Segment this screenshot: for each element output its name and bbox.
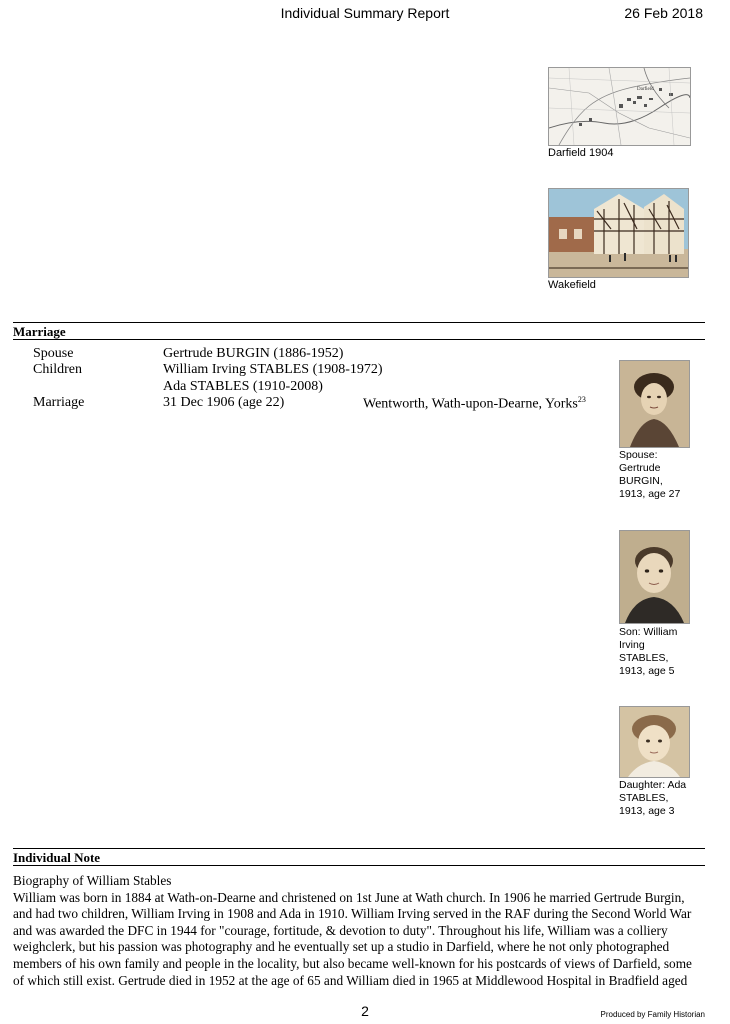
caption-line: Irving [619,639,645,651]
child-item: Ada STABLES (1910-2008) [163,379,323,394]
caption-line: STABLES, [619,792,669,804]
page-number: 2 [361,1003,369,1019]
wakefield-street-image [548,188,689,278]
section-divider-bottom [13,339,705,340]
marriage-date: 31 Dec 1906 (age 22) [163,395,285,410]
marriage-heading: Marriage [13,324,66,339]
caption-line: STABLES, [619,652,669,664]
report-date: 26 Feb 2018 [624,5,703,21]
portrait-photo-icon [620,361,689,447]
marriage-label: Marriage [33,395,85,410]
child-item: William Irving STABLES (1908-1972) [163,362,383,377]
portrait-photo-icon [620,707,689,777]
caption-line: Daughter: Ada [619,779,687,791]
caption-line: 1913, age 27 [619,488,681,500]
note-line: and was awarded the DFC in 1944 for "courage, fortitude, & devotion to duty". Throughout his life, William was a colliery [13,922,668,938]
media-caption-darfield: Darfield 1904 [548,147,614,159]
caption-line: BURGIN, [619,475,663,487]
note-line: of which still exist. Gertrude died in 1952 at the age of 65 and William died in 1965 at Middlewood Hospital in Bradfield aged [13,972,688,988]
spouse-photo-caption [619,449,680,501]
street-photo-image-icon [549,189,688,277]
note-line: William was born in 1884 at Wath-on-Dearne and christened on 1st June at Wath church. In 1906 he married Gertrude Burgin, [13,889,685,905]
caption-line: 1913, age 3 [619,805,675,817]
son-portrait [619,530,690,624]
media-caption-wakefield: Wakefield [548,279,596,291]
section-divider-bottom [13,865,705,866]
caption-line: 1913, age 5 [619,665,675,677]
map-image-icon [549,68,690,145]
individual-note-body [13,873,709,989]
daughter-portrait [619,706,690,778]
section-divider-top [13,848,705,849]
citation-reference: 23 [577,395,586,404]
darfield-map-image [548,67,691,146]
caption-line: Son: William [619,626,678,638]
note-line: members of his own family and people in the locality, but also became well-known for his postcards of views of Darfield, some [13,955,692,971]
daughter-photo-caption [619,779,686,818]
spouse-value: Gertrude BURGIN (1886-1952) [163,346,344,361]
son-photo-caption [619,626,677,678]
note-line: weighclerk, but his passion was photography and he eventually set up a studio in Darfield, where he not only photographed [13,939,670,955]
individual-note-heading: Individual Note [13,850,101,865]
portrait-photo-icon [620,531,689,623]
caption-line: Gertrude [619,462,661,474]
map-label-darfield: Darfield [637,87,654,92]
produced-by-footer: Produced by Family Historian [600,1010,705,1019]
note-line: Biography of William Stables [13,873,172,888]
spouse-portrait [619,360,690,448]
spouse-label: Spouse [33,346,74,361]
children-label: Children [33,362,82,377]
note-line: and had two children, William Irving in 1908 and Ada in 1910. William Irving served in the RAF during the Second World War [13,906,692,922]
report-title: Individual Summary Report [280,5,450,21]
section-divider-top [13,322,705,323]
caption-line: Spouse: [619,449,658,461]
marriage-place-text: Wentworth, Wath-upon-Dearne, Yorks [363,396,578,412]
marriage-place [363,395,586,413]
